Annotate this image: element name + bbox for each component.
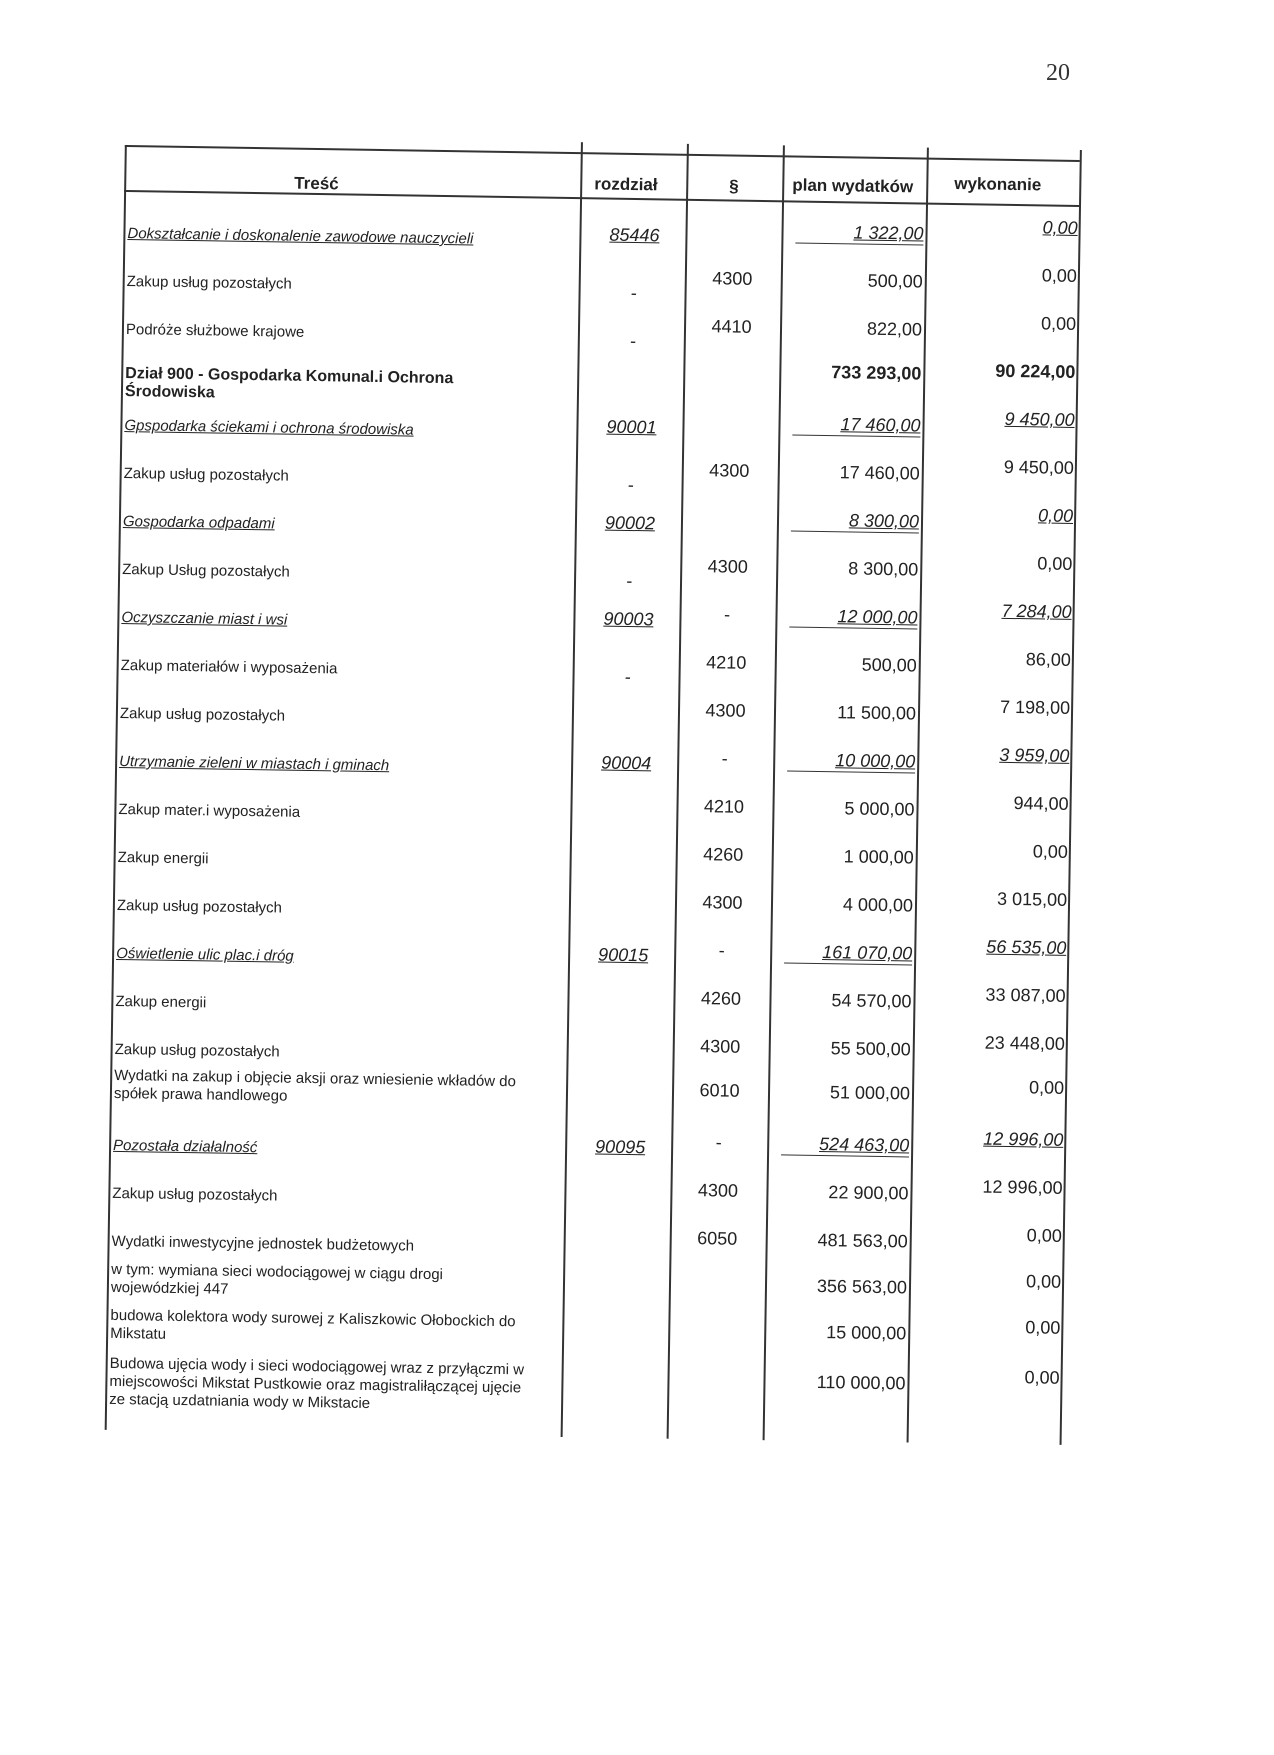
cell-rozdzial: -: [625, 570, 633, 592]
cell-plan: 15 000,00: [826, 1322, 907, 1344]
cell-plan: 12 000,00: [789, 605, 917, 629]
cell-wykonanie: 9 450,00: [1003, 456, 1075, 478]
cell-tresc: Oczyszczanie miast i wsi: [121, 609, 288, 629]
cell-tresc: Zakup mater.i wyposażenia: [118, 800, 301, 821]
cell-paragraf: 6050: [697, 1228, 738, 1249]
header-plan: plan wydatków: [792, 175, 914, 197]
cell-tresc: Zakup usług pozostałych: [126, 273, 292, 293]
cell-rozdzial: 90004: [601, 752, 652, 774]
cell-wykonanie: 23 448,00: [984, 1032, 1065, 1054]
cell-tresc: Pozostała działalność: [112, 1136, 258, 1157]
cell-plan: 500,00: [867, 270, 923, 292]
cell-wykonanie: 944,00: [1013, 793, 1069, 814]
cell-wykonanie: 0,00: [1037, 553, 1073, 574]
cell-rozdzial: 90001: [606, 416, 657, 438]
cell-tresc: w tym: wymiana sieci wodociągowej w ciągu drogi wojewódzkiej 447: [110, 1260, 444, 1298]
cell-wykonanie: 0,00: [1025, 1317, 1061, 1338]
cell-paragraf: [670, 1274, 763, 1275]
cell-tresc: Utrzymanie zieleni w miastach i gminach: [119, 752, 390, 775]
cell-paragraf: 4260: [703, 844, 744, 865]
cell-rozdzial: [567, 1002, 677, 1004]
cell-plan: 4 000,00: [842, 894, 914, 916]
cell-tresc: Wydatki na zakup i objęcie aksji oraz wniesienie wkładów do spółek prawa handlowego: [113, 1066, 517, 1105]
cell-wykonanie: 33 087,00: [985, 984, 1066, 1006]
cell-wykonanie: 0,00: [1041, 265, 1078, 286]
cell-plan: 161 070,00: [784, 941, 912, 965]
cell-rozdzial: [569, 906, 679, 908]
cell-paragraf: [685, 360, 778, 361]
cell-paragraf: -: [723, 604, 731, 625]
cell-plan: 8 300,00: [791, 510, 919, 534]
cell-wykonanie: 7 198,00: [999, 696, 1071, 718]
cell-rozdzial: 90003: [603, 608, 654, 630]
cell-wykonanie: 12 996,00: [983, 1128, 1064, 1150]
cell-tresc: Dokształcanie i doskonalenie zawodowe nauczycieli: [127, 225, 474, 248]
cell-paragraf: 4210: [703, 796, 745, 817]
cell-rozdzial: [570, 810, 680, 812]
cell-rozdzial: [566, 1094, 676, 1096]
header-wykonanie: wykonanie: [954, 174, 1042, 195]
cell-tresc: Gpspodarka ściekami i ochrona środowiska: [124, 417, 414, 439]
cell-tresc: Wydatki inwestycyjne jednostek budżetowych: [111, 1232, 415, 1255]
cell-paragraf: -: [715, 1132, 722, 1153]
cell-paragraf: 4410: [711, 316, 752, 337]
cell-plan: 11 500,00: [837, 702, 917, 724]
cell-plan: 8 300,00: [848, 558, 919, 580]
cell-rozdzial: [572, 714, 682, 716]
cell-rozdzial: [563, 1288, 673, 1290]
cell-paragraf: [687, 220, 780, 221]
cell-plan: 356 563,00: [816, 1276, 908, 1298]
cell-wykonanie: 90 224,00: [995, 360, 1076, 382]
cell-wykonanie: 0,00: [1032, 841, 1069, 862]
cell-rozdzial: [564, 1242, 674, 1244]
cell-tresc: Zakup materiałów i wyposażenia: [120, 656, 338, 678]
cell-paragraf: 4300: [705, 700, 746, 721]
cell-paragraf: 4260: [700, 988, 742, 1009]
cell-plan: 17 460,00: [839, 462, 920, 484]
cell-tresc: Zakup Usług pozostałych: [122, 561, 290, 581]
header-tresc: Treść: [294, 173, 339, 194]
cell-rozdzial: 90095: [594, 1136, 646, 1158]
cell-wykonanie: 0,00: [1026, 1225, 1062, 1246]
page-number: 20: [1046, 60, 1070, 86]
cell-paragraf: [682, 508, 775, 509]
cell-rozdzial: 90015: [597, 944, 649, 966]
cell-tresc: Zakup usług pozostałych: [112, 1184, 278, 1205]
cell-paragraf: 4300: [697, 1180, 739, 1201]
cell-tresc: budowa kolektora wody surowej z Kaliszkowic Ołobockich do Mikstatu: [110, 1306, 516, 1343]
cell-paragraf: -: [718, 940, 725, 961]
cell-tresc: Zakup energii: [115, 992, 207, 1012]
cell-wykonanie: 0,00: [1024, 1367, 1060, 1388]
cell-wykonanie: 86,00: [1025, 649, 1072, 670]
cell-plan: 500,00: [861, 654, 917, 676]
cell-tresc: Zakup usług pozostałych: [119, 704, 286, 725]
cell-wykonanie: 7 284,00: [1001, 600, 1072, 622]
cell-rozdzial: -: [624, 666, 631, 688]
cell-plan: 22 900,00: [828, 1182, 909, 1204]
cell-plan: 733 293,00: [831, 362, 922, 384]
cell-rozdzial: 90002: [604, 512, 656, 534]
cell-tresc: Zakup energii: [117, 848, 209, 868]
cell-tresc: Budowa ujęcia wody i sieci wodociągowej wraz z przyłączmi w miejscowości Mikstat Pustkowie oraz magistraliłączącej ujęcie ze stacją uzdatniania wody w Mikstacie: [109, 1354, 525, 1413]
cell-paragraf: 4300: [707, 556, 748, 577]
cell-plan: 10 000,00: [787, 749, 915, 773]
cell-paragraf: 4300: [709, 460, 750, 481]
cell-rozdzial: 85446: [609, 224, 660, 246]
table-row: [105, 1355, 1066, 1424]
cell-paragraf: 4300: [700, 1036, 741, 1057]
cell-plan: 1 000,00: [843, 846, 914, 868]
cell-wykonanie: 0,00: [1040, 313, 1077, 334]
cell-wykonanie: 3 959,00: [999, 744, 1070, 766]
header-paragraf: §: [729, 176, 739, 196]
cell-tresc: Zakup usług pozostałych: [116, 896, 283, 917]
cell-wykonanie: 56 535,00: [986, 936, 1067, 958]
cell-rozdzial: [562, 1334, 672, 1336]
cell-paragraf: 4300: [702, 892, 743, 913]
cell-rozdzial: -: [630, 282, 637, 304]
cell-paragraf: 6010: [699, 1080, 740, 1101]
cell-tresc: Gospodarka odpadami: [122, 513, 275, 533]
cell-plan: 524 463,00: [781, 1133, 909, 1157]
cell-tresc: Podróże służbowe krajowe: [125, 321, 305, 341]
table-top-border: [125, 145, 1080, 162]
cell-wykonanie: 0,00: [1042, 217, 1078, 238]
header-rozdzial: rozdział: [594, 174, 658, 195]
cell-wykonanie: 3 015,00: [996, 888, 1068, 910]
cell-wykonanie: 12 996,00: [982, 1176, 1063, 1198]
cell-rozdzial: -: [627, 474, 634, 496]
cell-wykonanie: 0,00: [1028, 1077, 1065, 1098]
cell-plan: 5 000,00: [844, 798, 915, 820]
cell-paragraf: -: [721, 748, 728, 769]
cell-paragraf: [669, 1320, 762, 1321]
cell-rozdzial: [564, 1194, 674, 1196]
cell-rozdzial: [570, 858, 680, 860]
cell-paragraf: 4300: [712, 268, 753, 289]
cell-tresc: Dział 900 - Gospodarka Komunal.i Ochrona Środowiska: [124, 365, 454, 402]
cell-rozdzial: [577, 374, 687, 376]
cell-wykonanie: 9 450,00: [1004, 408, 1075, 430]
cell-plan: 17 460,00: [792, 414, 920, 438]
cell-tresc: Zakup usług pozostałych: [114, 1040, 280, 1061]
cell-plan: 55 500,00: [830, 1038, 911, 1060]
cell-plan: 1 322,00: [795, 222, 923, 246]
cell-plan: 54 570,00: [831, 990, 912, 1012]
cell-plan: 110 000,00: [816, 1372, 906, 1394]
budget-table: [102, 135, 1085, 1610]
cell-wykonanie: 0,00: [1037, 505, 1074, 526]
cell-tresc: Oświetlenie ulic plac.i dróg: [116, 944, 294, 965]
cell-paragraf: [684, 412, 777, 413]
cell-rozdzial: [561, 1384, 671, 1386]
cell-plan: 51 000,00: [829, 1082, 911, 1104]
cell-rozdzial: [567, 1050, 677, 1052]
cell-tresc: Zakup usług pozostałych: [123, 465, 289, 485]
cell-rozdzial: -: [629, 330, 636, 352]
cell-plan: 822,00: [866, 318, 923, 340]
cell-plan: 481 563,00: [817, 1230, 908, 1252]
cell-wykonanie: 0,00: [1025, 1271, 1062, 1292]
cell-paragraf: [669, 1370, 762, 1371]
cell-paragraf: 4210: [706, 652, 747, 673]
